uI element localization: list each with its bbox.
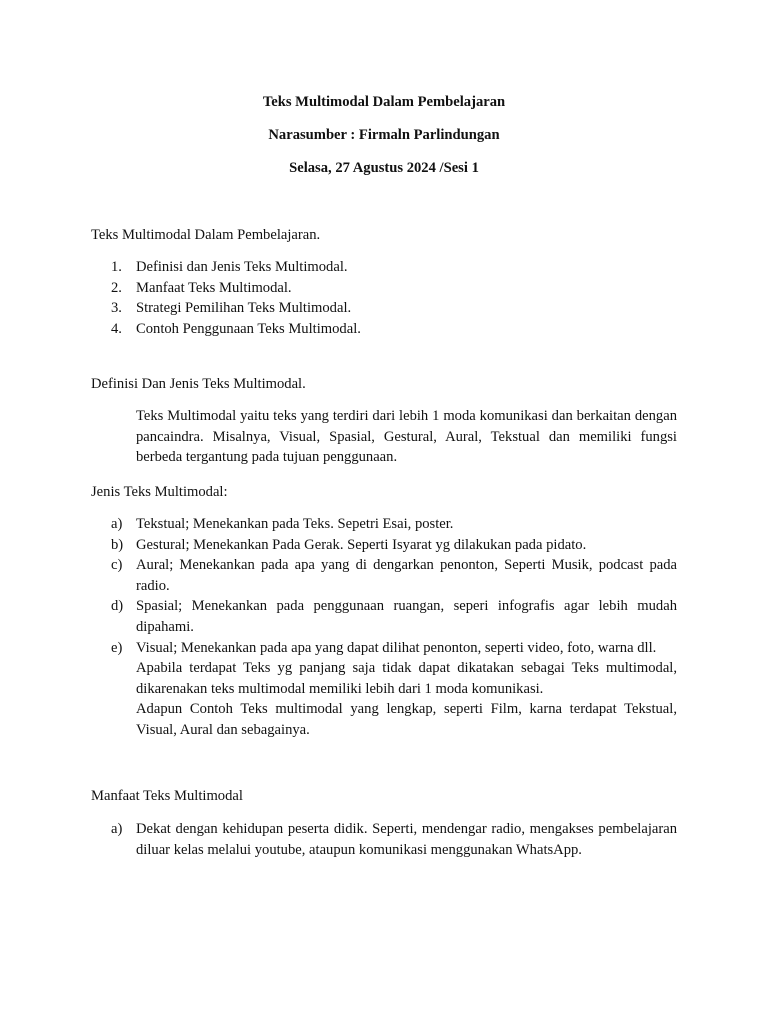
document-title: Teks Multimodal Dalam Pembelajaran [262,94,506,110]
list-item-text: Contoh Penggunaan Teks Multimodal. [136,320,361,337]
list-item-text: Strategi Pemilihan Teks Multimodal. [136,300,352,317]
list-item-text: Tekstual; Menekankan pada Teks. Sepetri Esai, poster. [136,516,454,532]
list-item-text: Gestural; Menekankan Pada Gerak. Seperti Isyarat yg dilakukan pada pidato. [136,536,587,553]
list-marker: 4. [111,320,122,337]
list-marker: 1. [111,259,122,275]
outline-list [91,257,677,339]
manfaat-heading: Manfaat Teks Multimodal [91,788,243,804]
list-item [91,819,677,860]
list-marker: a) [111,821,123,837]
list-item-text: Manfaat Teks Multimodal. [136,279,292,296]
jenis-note-1: Apabila terdapat Teks yg panjang saja tidak dapat dikatakan sebagai Teks multimodal, dikarenakan teks multimodal memiliki lebih dari 1 moda komunikasi. [136,660,677,697]
manfaat-list [91,819,677,860]
jenis-list [91,514,677,741]
list-item [91,638,677,659]
list-item [91,555,677,596]
definisi-heading: Definisi Dan Jenis Teks Multimodal. [91,376,306,392]
list-marker: 3. [111,300,122,317]
list-marker: 2. [111,279,122,296]
list-marker: b) [111,536,124,553]
list-item [91,535,677,556]
list-item-text: Definisi dan Jenis Teks Multimodal. [136,259,348,275]
list-item [91,596,677,637]
list-marker: d) [111,598,124,615]
list-item-text: Visual; Menekankan pada apa yang dapat dilihat penonton, seperti video, foto, warna dll. [136,639,657,656]
list-item [91,514,677,535]
outline-heading: Teks Multimodal Dalam Pembelajaran. [91,227,321,243]
list-item [91,278,677,299]
list-marker: c) [111,557,123,574]
list-item-text: Aural; Menekankan pada apa yang di dengarkan penonton, Seperti Musik, podcast pada radio. [136,557,677,594]
list-marker: a) [111,516,123,532]
date-session-line: Selasa, 27 Agustus 2024 /Sesi 1 [289,160,479,176]
list-item-text: Dekat dengan kehidupan peserta didik. Seperti, mendengar radio, mengakses pembelajaran diluar kelas melalui youtube, ataupun komunikasi menggunakan WhatsApp. [136,821,677,858]
list-item [91,298,677,319]
list-item [91,257,677,278]
jenis-note-2: Adapun Contoh Teks multimodal yang lengkap, seperti Film, karna terdapat Tekstual, Visual, Aural dan sebagainya. [136,701,677,738]
list-item [91,319,677,340]
definisi-paragraph-block [91,406,677,468]
list-marker: e) [111,639,123,656]
speaker-line: Narasumber : Firmaln Parlindungan [268,127,500,143]
list-item-text: Spasial; Menekankan pada penggunaan ruangan, seperi infografis agar lebih mudah dipahami. [136,598,677,635]
jenis-heading: Jenis Teks Multimodal: [91,484,228,500]
definisi-paragraph: Teks Multimodal yaitu teks yang terdiri dari lebih 1 moda komunikasi dan berkaitan dengan pancaindra. Misalnya, Visual, Spasial, Gestural, Aural, Tekstual dan memiliki fungsi berbeda tergantung pada tujuan penggunaan. [136,408,677,466]
